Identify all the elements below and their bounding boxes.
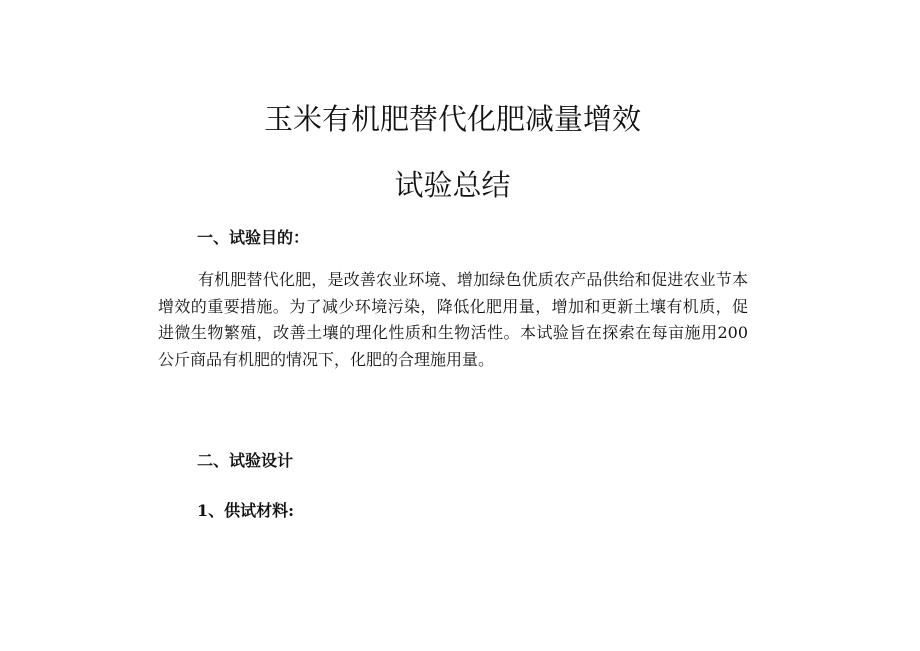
- subsection-heading-materials: 1、供试材料:: [197, 501, 295, 520]
- section-body-purpose: 有机肥替代化肥，是改善农业环境、增加绿色优质农产品供给和促进农业节本增效的重要措施。为了减少环境污染，降低化肥用量，增加和更新土壤有机质，促进微生物繁殖，改善土壤的理化性质和生物活性。本试验旨在探索在每亩施用200公斤商品有机肥的情况下，化肥的合理施用量。: [158, 270, 748, 369]
- document-subtitle: 试验总结: [394, 168, 511, 202]
- section-heading-design: 二、试验设计: [197, 451, 294, 470]
- section-heading-purpose: 一、试验目的：: [197, 228, 310, 247]
- document-title: 玉米有机肥替代化肥减量增效: [263, 102, 641, 136]
